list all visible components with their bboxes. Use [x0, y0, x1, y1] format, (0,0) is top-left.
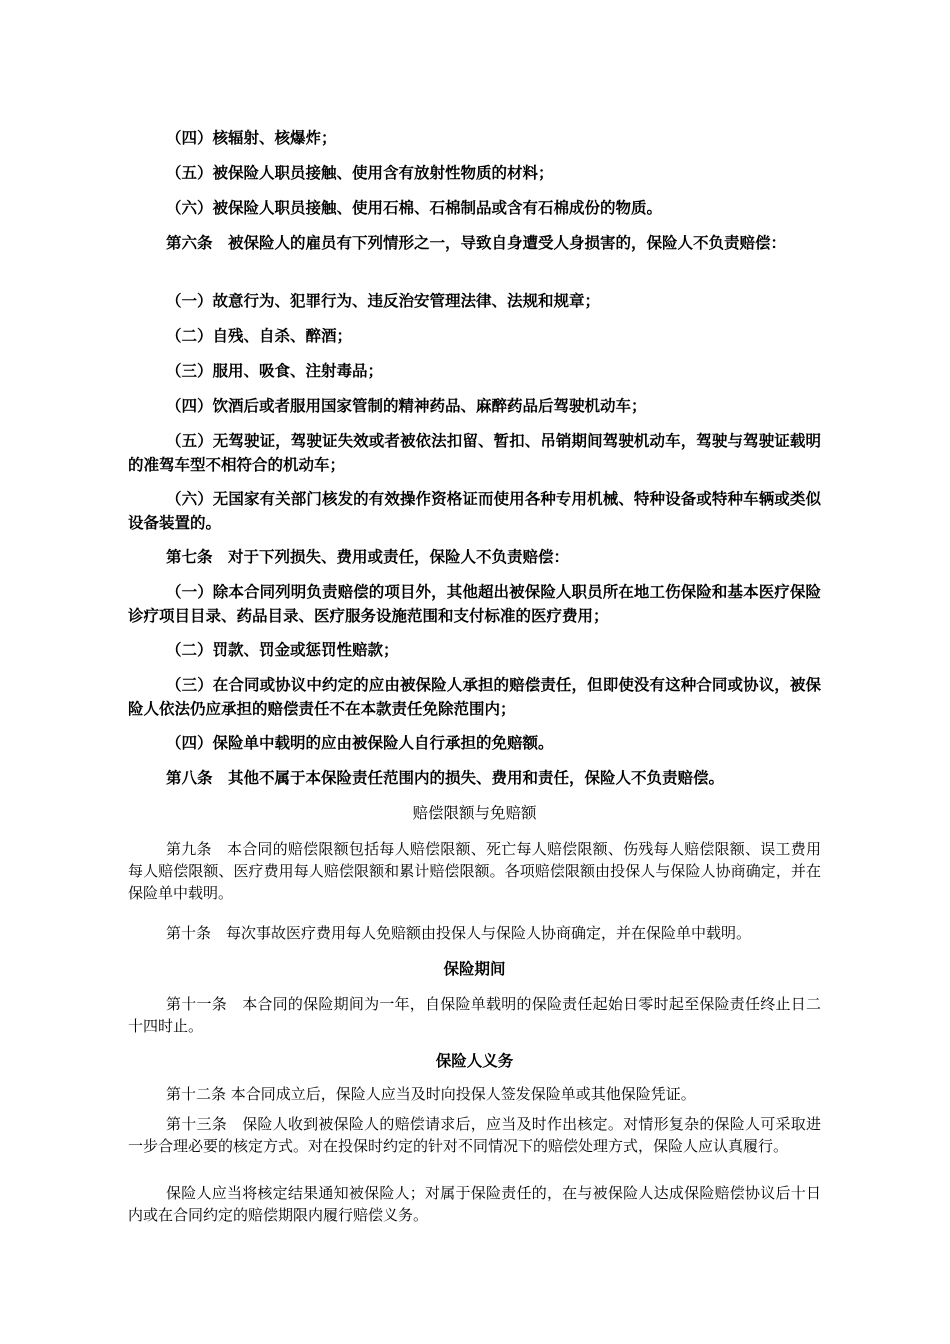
section-heading-limits: 赔偿限额与免赔额	[412, 804, 537, 822]
clause-item: （四）核辐射、核爆炸；	[166, 129, 337, 147]
clause-item: （三）服用、吸食、注射毒品；	[166, 362, 384, 380]
article-10: 第十条 每次事故医疗费用每人免赔额由投保人与保险人协商确定，并在保险单中载明。	[166, 924, 752, 942]
clause-item: （五）无驾驶证，驾驶证失效或者被依法扣留、暂扣、吊销期间驾驶机动车，驾驶与驾驶证载明的准驾车型不相符合的机动车；	[128, 432, 821, 474]
article-7: 第七条 对于下列损失、费用或责任，保险人不负责赔偿：	[166, 548, 570, 566]
clause-item: （二）罚款、罚金或惩罚性赔款；	[166, 641, 399, 659]
article-11: 第十一条 本合同的保险期间为一年，自保险单载明的保险责任起始日零时起至保险责任终止日二十四时止。	[128, 995, 821, 1035]
article-13-cont: 保险人应当将核定结果通知被保险人；对属于保险责任的，在与被保险人达成保险赔偿协议后十日内或在合同约定的赔偿期限内履行赔偿义务。	[128, 1184, 821, 1224]
article-6: 第六条 被保险人的雇员有下列情形之一，导致自身遭受人身损害的，保险人不负责赔偿：	[166, 234, 787, 252]
clause-item: （五）被保险人职员接触、使用含有放射性物质的材料；	[166, 164, 554, 182]
article-12: 第十二条 本合同成立后，保险人应当及时向投保人签发保险单或其他保险凭证。	[166, 1085, 696, 1103]
article-8: 第八条 其他不属于本保险责任范围内的损失、费用和责任，保险人不负责赔偿。	[166, 769, 725, 787]
section-heading-obligations: 保险人义务	[435, 1052, 514, 1070]
clause-item: （二）自残、自杀、醉酒；	[166, 327, 353, 345]
article-13: 第十三条 保险人收到被保险人的赔偿请求后，应当及时作出核定。对情形复杂的保险人可采取进一步合理必要的核定方式。对在投保时约定的针对不同情况下的赔偿处理方式，保险人应认真履行。	[128, 1115, 821, 1155]
clause-item: （四）饮酒后或者服用国家管制的精神药品、麻醉药品后驾驶机动车；	[166, 397, 647, 415]
clause-item: （四）保险单中载明的应由被保险人自行承担的免赔额。	[166, 734, 554, 752]
clause-item: （六）无国家有关部门核发的有效操作资格证而使用各种专用机械、特种设备或特种车辆或类似设备装置的。	[128, 490, 821, 532]
article-9: 第九条 本合同的赔偿限额包括每人赔偿限额、死亡每人赔偿限额、伤残每人赔偿限额、误工费用每人赔偿限额、医疗费用每人赔偿限额和累计赔偿限额。各项赔偿限额由投保人与保险人协商确定，并在保险单中载明。	[128, 840, 821, 902]
clause-item: （一）故意行为、犯罪行为、违反治安管理法律、法规和规章；	[166, 292, 601, 310]
clause-item: （六）被保险人职员接触、使用石棉、石棉制品或含有石棉成份的物质。	[166, 199, 663, 217]
section-heading-period: 保险期间	[443, 960, 506, 978]
clause-item: （三）在合同或协议中约定的应由被保险人承担的赔偿责任，但即使没有这种合同或协议，被保险人依法仍应承担的赔偿责任不在本款责任免除范围内；	[128, 676, 821, 718]
clause-item: （一）除本合同列明负责赔偿的项目外，其他超出被保险人职员所在地工伤保险和基本医疗保险诊疗项目目录、药品目录、医疗服务设施范围和支付标准的医疗费用；	[128, 583, 821, 625]
